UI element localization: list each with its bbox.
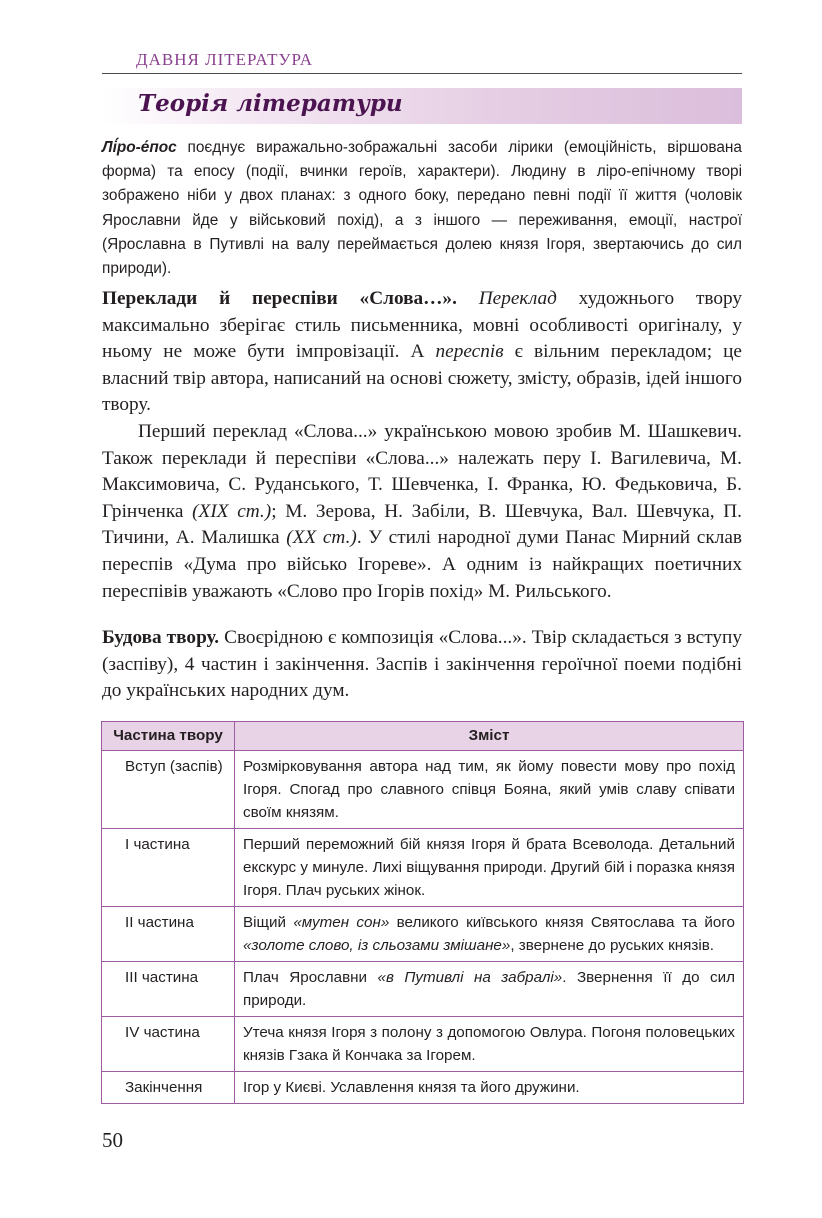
translators-text-b: ; М. Зерова, Н. Забіли, В. Шевчука, Вал. Шевчука, П. Тичини, А. Малишка	[102, 500, 742, 549]
table-row	[102, 1072, 744, 1104]
table-header-content: Зміст	[235, 722, 744, 751]
structure-paragraph	[102, 625, 742, 705]
lyro-epos-text: поєднує виражально-зображальні засоби лірики (емоційність, віршована форма) та епосу (події, вчинки героїв, характери). Людину в ліро-епічному творі зображено ніби у двох планах: з одного боку, передано певні події її життя (чоловік Ярославни йде у військовий похід), а з іншого — переживання, емоції, настрої (Ярославна в Путивлі на валу переймається долею князя Ігоря, звертаючись до сил природи).	[102, 139, 742, 278]
structure-heading: Будова твору.	[102, 627, 220, 648]
theory-section-title: Теорія літератури	[138, 90, 403, 117]
content-cell: Розмірковування автора над тим, як йому повести мову про похід Ігоря. Спогад про славного співця Бояна, який умів славу співати своїм князям.	[235, 751, 744, 829]
table-header-row	[102, 722, 744, 751]
content-cell: Утеча князя Ігоря з полону з допомогою Овлура. Погоня половецьких князів Гзака й Кончака за Ігорем.	[235, 1017, 744, 1072]
part-cell: ІІІ частина	[102, 962, 235, 1017]
table-row	[102, 751, 744, 829]
part-cell: Закінчення	[102, 1072, 235, 1104]
translations-heading: Переклади й переспіви «Слова…».	[102, 288, 457, 309]
translators-paragraph	[102, 419, 742, 605]
translators-text-a: Перший переклад «Слова...» українською мовою зробив М. Шашкевич. Також переклади й переспіви «Слова...» належать перу І. Вагилевича, М. Максимовича, С. Руданського, Т. Шевченка, І. Франка, Ю. Федьковича, Б. Грінченка	[102, 421, 742, 522]
part-cell: І частина	[102, 829, 235, 907]
quote-text: «мутен сон»	[293, 914, 390, 931]
page-number: 50	[102, 1128, 123, 1152]
translations-paragraph	[102, 286, 742, 419]
quote-text: «в Путивлі на забралі»	[377, 969, 563, 986]
translation-text: художнього твору максимально зберігає стиль письменника, мовні особливості оригіналу, у ньому не може бути імпровізації. А	[102, 288, 743, 363]
lyro-epos-definition	[102, 136, 742, 281]
table-row	[102, 829, 744, 907]
translators-text-c: . У стилі народної думи Панас Мирний склав переспів «Дума про військо Ігореве». А одним із найкращих поетичних переспівів уважають «Слово про Ігорів похід» М. Рильського.	[102, 527, 742, 602]
part-cell: Вступ (заспів)	[102, 751, 235, 829]
quote-text: «золоте слово, із сльозами змішане»	[243, 937, 511, 954]
composition-table	[101, 721, 744, 1104]
content-cell	[235, 962, 744, 1017]
content-text: . Звернення її до сил природи.	[243, 969, 735, 1009]
content-cell: Ігор у Києві. Уславлення князя та його дружини.	[235, 1072, 744, 1104]
table-header-part: Частина твору	[102, 722, 235, 751]
content-cell	[235, 907, 744, 962]
century-20: (XX ст.)	[286, 527, 357, 549]
content-cell: Перший переможний бій князя Ігоря й брата Всеволода. Детальний екскурс у минуле. Лихі віщування природи. Другий бій і поразка князя Ігоря. Плач руських жінок.	[235, 829, 744, 907]
paraphrase-text: є вільним перекладом; це власний твір автора, написаний на основі сюжету, змісту, образів, ідей іншого твору.	[102, 341, 742, 416]
translation-term: Переклад	[478, 288, 557, 309]
paraphrase-term: переспів	[435, 341, 504, 363]
content-text: , звернене до руських князів.	[510, 937, 714, 954]
running-head-title: ДАВНЯ ЛІТЕРАТУРА	[136, 50, 314, 69]
structure-text: Своєрідною є композиція «Слова...». Твір складається з вступу (заспіву), 4 частин і закінчення. Заспів і закінчення героїчної поеми подібні до українських народних дум.	[102, 627, 743, 702]
lyro-epos-term: Лі́ро-е́пос	[102, 139, 177, 156]
content-text: великого київського князя Святослава та його	[389, 914, 735, 931]
part-cell: ІІ частина	[102, 907, 235, 962]
header-divider	[102, 73, 742, 74]
table-row	[102, 1017, 744, 1072]
century-19: (XIX ст.)	[192, 500, 272, 522]
part-cell: ІV частина	[102, 1017, 235, 1072]
table-row	[102, 962, 744, 1017]
content-text: Віщий	[243, 914, 294, 931]
content-text: Плач Ярославни	[243, 969, 378, 986]
table-row	[102, 907, 744, 962]
